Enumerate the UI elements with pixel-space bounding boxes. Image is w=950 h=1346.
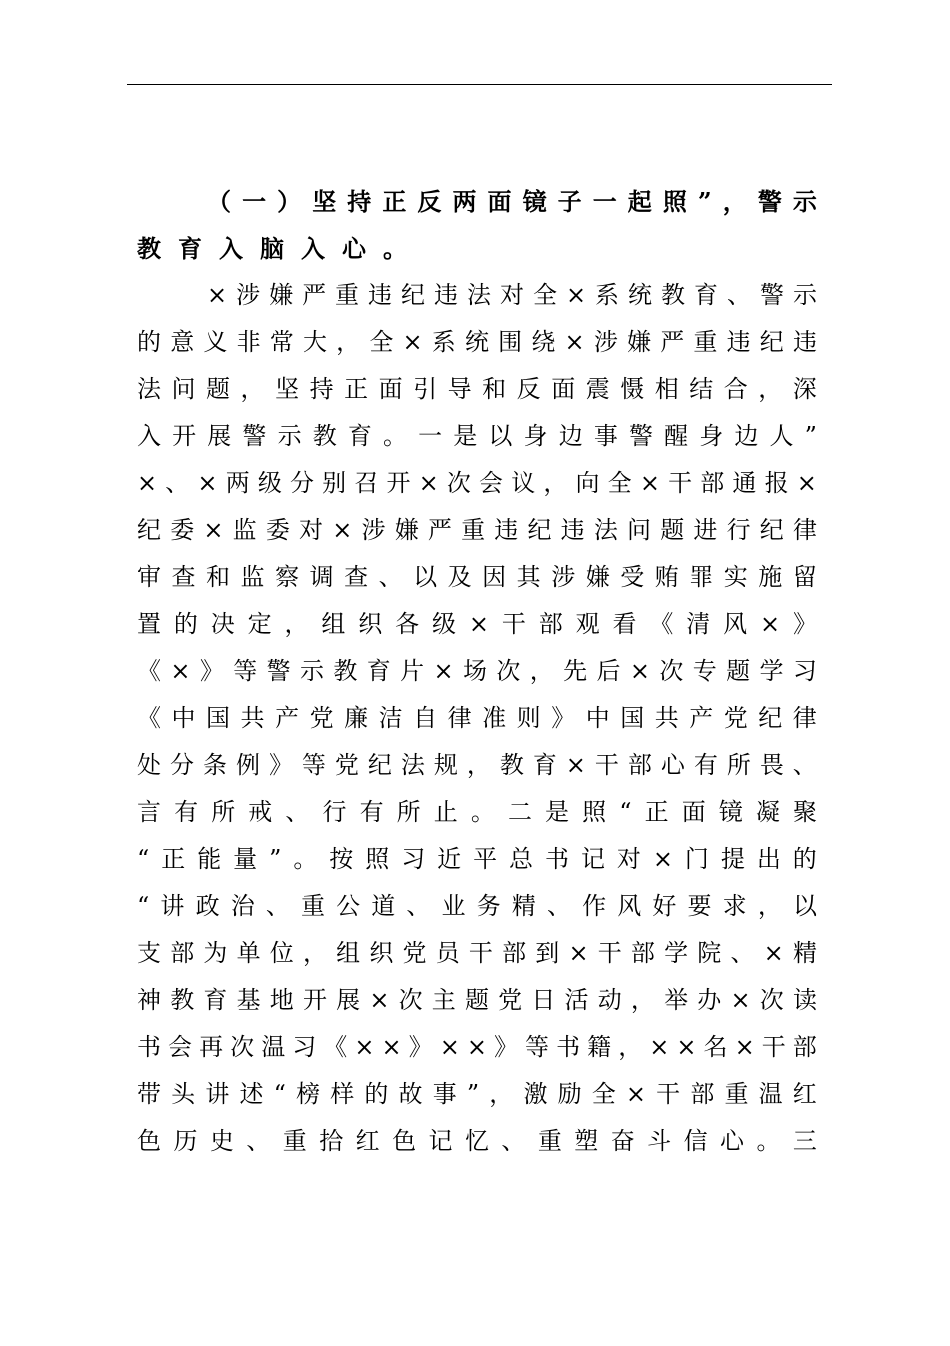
document-body	[137, 178, 817, 1165]
paragraph-line-12: 言 有 所 戒 、 行 有 所 止 。 二 是 照 “ 正 面 镜 凝 聚	[137, 798, 817, 826]
paragraph-line-3: 法 问 题 ， 坚 持 正 面 引 导 和 反 面 震 慑 相 结 合 ， 深	[137, 375, 817, 403]
paragraph-line-16: 神 教 育 基 地 开 展 × 次 主 题 党 日 活 动 ， 举 办 × 次 读	[137, 986, 817, 1014]
paragraph-line-15: 支 部 为 单 位 ， 组 织 党 员 干 部 到 × 干 部 学 院 、 × 精	[137, 939, 817, 967]
paragraph-line-8: 置 的 决 定 ， 组 织 各 级 × 干 部 观 看 《 清 风 × 》	[137, 610, 817, 638]
header-rule	[127, 84, 832, 85]
paragraph-line-18: 带 头 讲 述 “ 榜 样 的 故 事 ” ， 激 励 全 × 干 部 重 温 红	[137, 1080, 817, 1108]
heading-line-2: 教 育 入 脑 入 心 。	[137, 234, 407, 263]
paragraph-line-1: × 涉 嫌 严 重 违 纪 违 法 对 全 × 系 统 教 育 、 警 示	[207, 281, 817, 309]
paragraph-line-2: 的 意 义 非 常 大 ， 全 × 系 统 围 绕 × 涉 嫌 严 重 违 纪 违	[137, 328, 817, 356]
paragraph-line-5: × 、 × 两 级 分 别 召 开 × 次 会 议 ， 向 全 × 干 部 通 报 ×	[137, 469, 817, 497]
heading-line-1: （ 一 ） 坚 持 正 反 两 面 镜 子 一 起 照 ” ， 警 示	[207, 187, 817, 216]
paragraph-line-6: 纪 委 × 监 委 对 × 涉 嫌 严 重 违 纪 违 法 问 题 进 行 纪 律	[137, 516, 817, 544]
paragraph-line-19: 色 历 史 、 重 拾 红 色 记 忆 、 重 塑 奋 斗 信 心 。 三	[137, 1127, 817, 1155]
paragraph-line-10: 《 中 国 共 产 党 廉 洁 自 律 准 则 》 中 国 共 产 党 纪 律	[137, 704, 817, 732]
paragraph-line-17: 书 会 再 次 温 习 《 × × 》 × × 》 等 书 籍 ， × × 名 × 干 部	[137, 1033, 817, 1061]
paragraph-line-11: 处 分 条 例 》 等 党 纪 法 规 ， 教 育 × 干 部 心 有 所 畏 、	[137, 751, 817, 779]
paragraph-line-14: “ 讲 政 治 、 重 公 道 、 业 务 精 、 作 风 好 要 求 ， 以	[137, 892, 817, 920]
paragraph-line-9: 《 × 》 等 警 示 教 育 片 × 场 次 ， 先 后 × 次 专 题 学 习	[137, 657, 817, 685]
paragraph-line-13: “ 正 能 量 ” 。 按 照 习 近 平 总 书 记 对 × 门 提 出 的	[137, 845, 817, 873]
paragraph-line-7: 审 查 和 监 察 调 查 、 以 及 因 其 涉 嫌 受 贿 罪 实 施 留	[137, 563, 817, 591]
paragraph-line-4: 入 开 展 警 示 教 育 。 一 是 以 身 边 事 警 醒 身 边 人 ”	[137, 422, 817, 450]
